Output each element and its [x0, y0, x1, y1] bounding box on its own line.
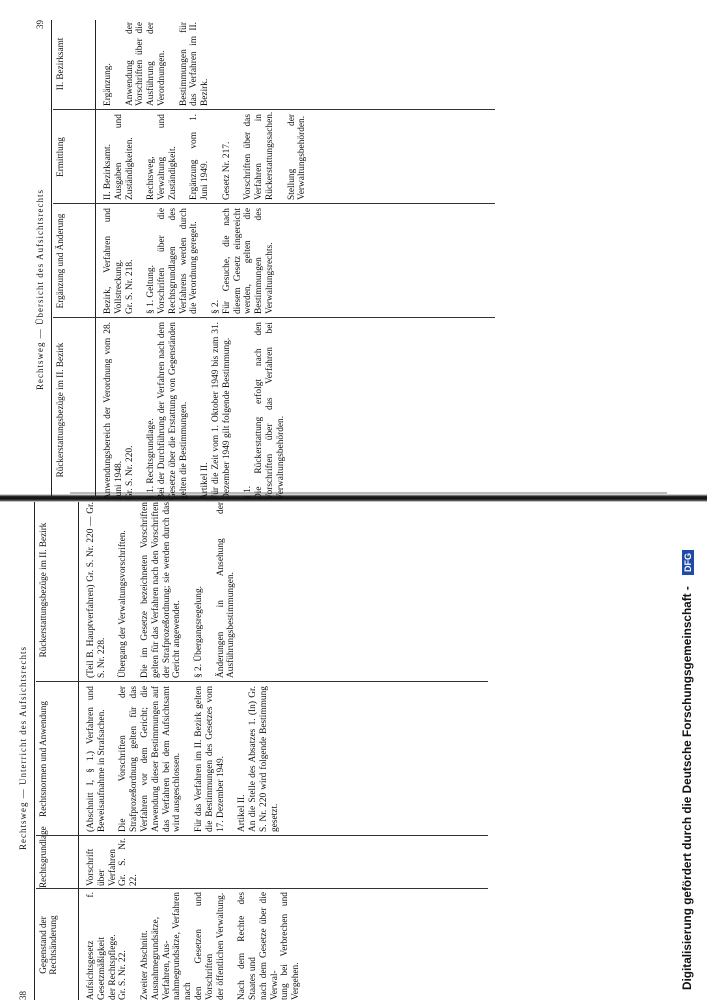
left-page-number: 38	[18, 991, 28, 1000]
right-col1-header: Rückerstattungsbezüge im II. Bezirk	[55, 342, 65, 478]
right-header-rule-bottom	[95, 20, 96, 500]
right-col3-text: II. Bezirksamt. Ausgaben und Zuständigkeiten. Rechtsweg, Verwaltung und Zuständigkeit. Ergänzung vom 1. Juni 1949. Gesetz Nr. 217. Vorschriften über das Verfahren in Rückerstattungssachen. Stellung der Verwaltungsbehörden.	[103, 111, 308, 200]
left-col4-text: (Teil B. Hauptverfahren) Gr. S. Nr. 220 — Gr. S. Nr. 228. Übergang der Verwaltungsvorschriften. Die im Gesetze bezeichneten Vorschriften gelten für das Verfahren nach den Vorschriften der Strafprozeßordnung; sie werden durch das Gericht angewendet. § 2. Übergangsregelung. Änderungen in Ansehung der Ausführungsbestimmungen.	[86, 502, 237, 678]
right-col4-header: II. Bezirksamt	[55, 37, 65, 91]
right-page	[35, 20, 495, 500]
left-col3-text: (Abschnitt I, § 1.) Verfahren und Beweisaufnahme in Strafsachen. Die Vorschriften der Strafprozeßordnung gelten für das Verfahren vor dem Gericht; die Anwendung dieser Bestimmungen auf das Verfahren bei dem Aufsichtsamt wird ausgeschlossen. Für das Verfahren im II. Bezirk gelten die Bestimmungen des Gesetzes vom 17. Dezember 1949. Artikel II. An die Stelle des Absatzes 1. (In) Gr. S. Nr. 220 wird folgende Bestimmung gesetzt.	[86, 686, 280, 832]
watermark-text: Digitalisierung gefördert durch die Deutsche Forschungsgemeinschaft -	[680, 586, 694, 990]
left-col-divider-2	[36, 835, 488, 836]
left-col4-header: Rückerstattungsbezüge im II. Bezirk	[38, 522, 48, 658]
right-col3-header: Ermittlung	[55, 137, 65, 177]
left-col2-header: Rechtsgrundlage	[38, 826, 48, 888]
right-col-divider-1	[53, 317, 495, 318]
left-col1-text: Aufsichtsgesetz f. Gesetzmäßigkeit der Rechtspflege. Gr. S. Nr. 22. Zweiter Abschnitt. Ausnahmegrundsätze, Verfahren, Aus- nahmegrundsätze, Verfahren nach den Gesetzen und Vorschriften der öffentlichen Verwaltung. Nach dem Rechte des Staates und nach dem Gesetze über die Verwal- tung bei Verbrechen und Vergehen.	[86, 892, 302, 1000]
right-col2-header: Ergänzung und Änderung	[55, 213, 65, 309]
right-page-number: 39	[35, 20, 45, 29]
left-col-divider-3	[36, 681, 488, 682]
right-header-rule-top	[51, 20, 52, 500]
right-col-divider-2	[53, 203, 495, 204]
left-col1-header: Gegenstand der Rechtsänderung	[38, 915, 58, 975]
right-col1-text: Anwendungsbereich der Verordnung vom 28. Juni 1948. Gr. S. Nr. 220. § 1. Rechtsgrundlage. Bei der Durchführung der Verfahren nach dem Gesetze über die Erstattung von Gegenständen gelten die Bestimmungen. Artikel II. Für die Zeit vom 1. Oktober 1949 bis zum 31. Dezember 1949 gilt folgende Bestimmung. § 1. Die Rückerstattung erfolgt nach den Vorschriften über das Verfahren bei Verwaltungsbehörden.	[103, 322, 286, 500]
left-page-header	[18, 500, 32, 1000]
left-header-rule-bottom	[78, 500, 79, 1000]
left-header-rule-top	[34, 500, 35, 1000]
right-col-divider-3	[53, 109, 495, 110]
left-col2-text: Vorschrift über Verfahren Gr. S. Nr. 22.	[86, 838, 140, 886]
right-col2-text: Bezirk, Verfahren und Vollstreckung. Gr. S. Nr. 218. § 1. Geltung. Vorschriften über die Rechtsgrundlagen des Verfahrens werden durch die Verordnung geregelt. § 2. Für Gesuche, die nach diesem Gesetz eingereicht werden, gelten die Bestimmungen des Verwaltungsrechts.	[103, 208, 275, 314]
left-col-divider-1	[36, 888, 488, 889]
dfg-logo: DFG	[682, 550, 694, 575]
right-page-header	[35, 20, 49, 500]
left-col3-header: Rechtsnormen und Anwendung	[38, 701, 48, 817]
right-running-title: Rechtsweg — Übersicht des Aufsichtsrechts	[35, 189, 45, 390]
left-page	[18, 500, 488, 1000]
dfg-watermark	[680, 5, 694, 990]
left-running-title: Rechtsweg — Unterricht des Aufsichtsrechts	[18, 646, 28, 850]
right-col4-text: Ergänzung. Anwendung der Vorschriften über die Ausführung der Verordnungen. Bestimmungen für das Verfahren im II. Bezirk.	[103, 22, 211, 106]
